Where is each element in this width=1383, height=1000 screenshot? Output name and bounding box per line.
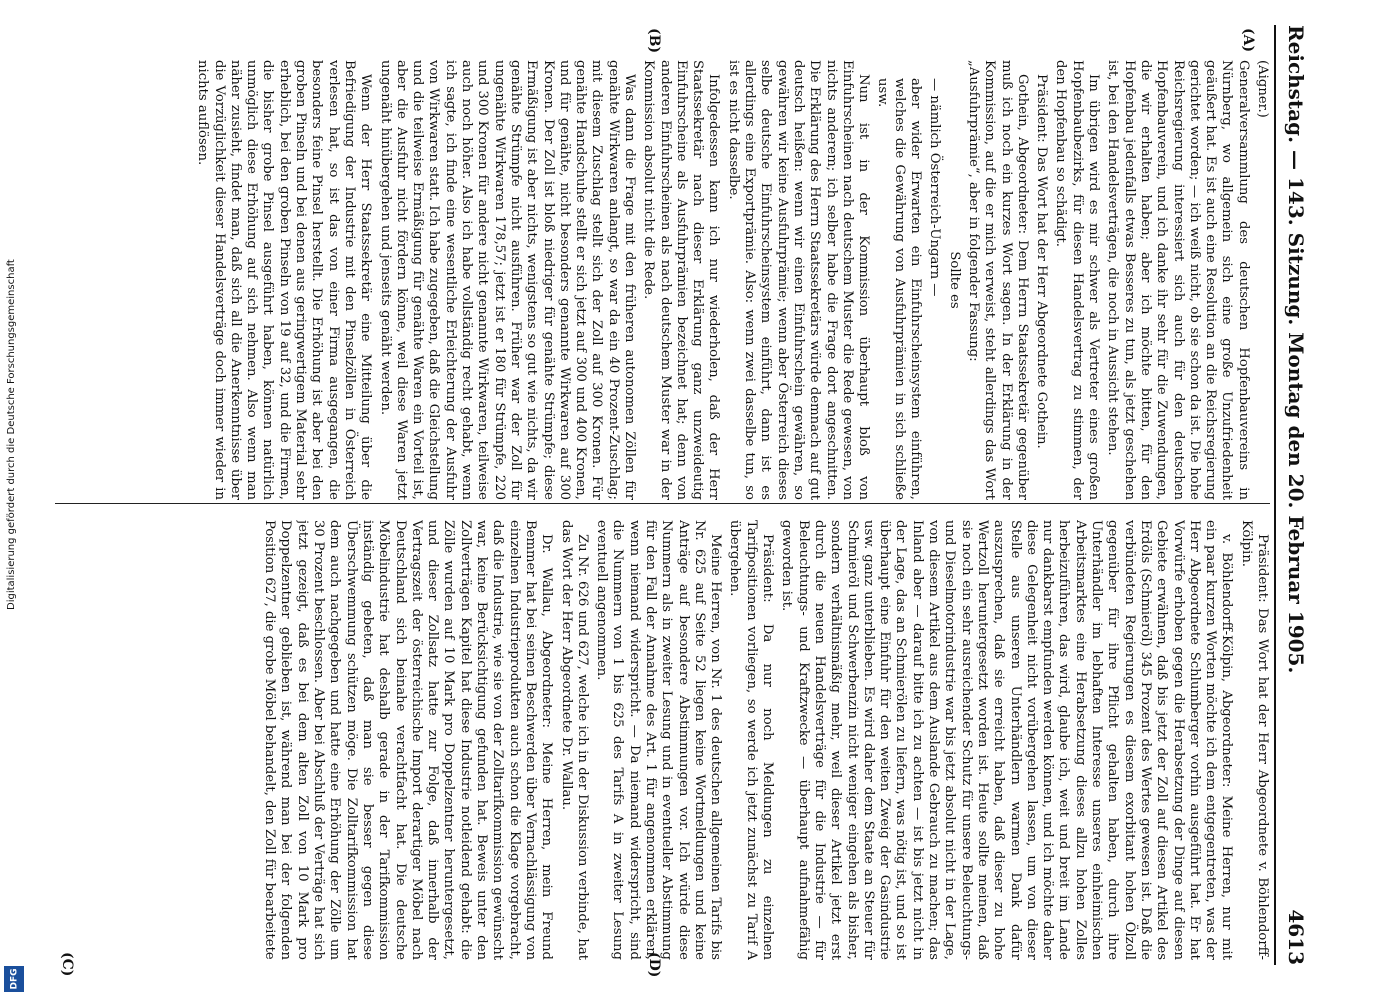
- dfg-logo: DFG: [4, 966, 24, 992]
- digitization-credit: Digitalisierung gefördert durch die Deutsche Forschungsgemeinschaft: [6, 259, 17, 610]
- paragraph: Präsident: Das Wort hat der Herr Abgeordnete Gothein.: [1034, 74, 1050, 449]
- paragraph: Gothein, Abgeordneter: Dem Herrn Staatssekretär gegenüber muß ich noch ein kurzes Wort sagen. In der Erklärung in der Kommission, auf die er mich verweist, steht allerdings das Wort „Ausfuhrprämie“, aber in folgender Fassung:: [965, 60, 1030, 500]
- paragraph: Nun ist in der Kommission überhaupt bloß von Einfuhrscheinen nach deutschem Muster die Rede gewesen, von nichts anderem; ich selber habe die Frage dort angeschnitten. Die Erklärung des Herrn Staatssekretärs würde demnach auf gut deutsch heißen: wenn wir einen Einfuhrschein gewähren, so gewähren wir keine Ausfuhrprämie; wenn aber Österreich dieses selbe deutsche Einfuhrscheinsystem einführt, dann ist es allerdings eine Exportprämie. Also: wenn zwei dasselbe tun, so ist es nicht dasselbe.: [725, 60, 872, 500]
- paragraph: Generalversammlung des deutschen Hopfenbauvereins in Nürnberg, wo allgemein sich eine große Unzufriedenheit geäußert hat. Es ist auch eine Resolution an die Reichsregierung gerichtet worden; — ich weiß nicht, ob sie schon da ist. Die hohe Reichsregierung interessiert sich auch für den deutschen Hopfenbauverein, und ich danke ihr sehr für die Zuwendungen, die wir erhalten haben; aber ich möchte bitten, für den Hopfenbau jedenfalls etwas Besseres zu tun, als jetzt geschehen ist, bei den Handelsverträgen, die noch in Aussicht stehen.: [1105, 60, 1251, 500]
- margin-marker-b: (B): [646, 28, 662, 54]
- paragraph: Wenn der Herr Staatssekretär eine Mitteilung über die Befriedigung der Industrie mit den Pinselzöllen in Österreich verlesen hat, so ist das von einer Firma ausgegangen, die besonders feine Pinsel herstellt. Die Erhöhung ist aber bei den groben Pinseln und bei denen aus geringwertigem Material sehr erheblich, bei den groben Pinseln von 19 auf 32, und die Firmen, die bisher grobe Pinsel ausgeführt haben, können natürlich unmöglich diese Erhöhung auf sich nehmen. Also wenn man näher zusieht, findet man, daß sich all die Anerkenntnisse über die Vorzüglichkeit dieser Handelsverträge doch immer wieder in nichts auflösen.: [195, 60, 374, 500]
- paragraph: Zu Nr. 626 und 627, welche ich in der Diskussion verbinde, hat das Wort der Herr Abgeordnete Dr. Wallau.: [558, 520, 590, 960]
- paragraph: Was dann die Frage mit den früheren autonomen Zöllen für genähte Wirkwaren anlangt, so war da ein 40 Prozent-Zuschlag; mit diesem Zuschlag stellt sich der Zoll auf 300 Kronen. Für genähte Handschuhe stellt er sich jetzt auf 300 und 400 Kronen, und für genähte, nicht besonders genannte Wirkwaren auf 300 Kronen. Der Zoll ist bloß niedriger für genähte Strümpfe; diese Ermäßigung ist aber nichts, wenigstens so gut wie nichts, da wir genähte Strümpfe nicht ausführen. Früher war der Zoll für ungenähte Wirkwaren 178,57; jetzt ist er 180 für Strümpfe, 220 und 300 Kronen für andere nicht genannte Wirkwaren, teilweise auch noch höher. Also ich habe vollständig recht gehabt, wenn ich sagte, ich finde eine wesentliche Erleichterung der Ausfuhr von Wirkwaren statt. Ich habe zugegeben, daß die Gleichstellung und die teilweise Ermäßigung für genähte Waren ein Vorteil ist, aber die Ausfuhr nicht fördern könne, weil diese Waren jetzt ungenäht hinübergehen und jenseits genäht werden.: [377, 60, 638, 500]
- paragraph: Im übrigen wird es mir schwer als Vertreter eines großen Hopfenbaubezirks, für diesen Handelsvertrag zu stimmen, der den Hopfenbau so schädigt.: [1053, 60, 1102, 500]
- paragraph: — nämlich Österreich-Ungarn —: [927, 78, 943, 297]
- paragraph: Präsident: Da nur noch Meldungen zu einzelnen Tarifpositionen vorliegen, so werde ich jetzt zunächst zu Tarif A übergehen.: [727, 520, 776, 960]
- paragraph: (Aigner.): [1255, 60, 1270, 118]
- digitization-sidebar: [0, 0, 28, 1000]
- margin-marker-a: (A): [1240, 28, 1256, 53]
- paragraph: aber wider Erwarten ein Einfuhrscheinsystem einführen, welches die Gewährung von Ausfuhrprämien in sich schließe usw.: [875, 78, 924, 500]
- paragraph: v. Böhlendorff-Kölpin, Abgeordneter: Meine Herren, nur mit ein paar kurzen Worten möchte ich dem entgegentreten, was der Herr Abgeordnete Schlumberger vorhin ausgeführt hat. Er hat Vorwürfe erhoben gegen die Herabsetzung der Dinge auf diesen Gebiete erwähnen, daß bis jetzt der Zoll auf diesen Artikel des Erdöls (Schmieröl) 345 Prozent des Wertes gewesen ist. Daß die verbündeten Regierungen es diesem exorbitant hohen Ölzoll gegenüber für ihre Pflicht gehalten haben, durch ihre Unterhändler im lebhaften Interesse unseres einheimischen Arbeitsmarktes eine Herabsetzung dieses allzu hohen Zolles herbeizuführen, das wird, glaube ich, weit und breit im Lande nur dankbarst empfunden werden können, und ich möchte daher diese Gelegenheit nicht vorübergehen lassen, um von dieser Stelle aus unseren Unterhändlern warmen Dank dafür auszusprechen, daß sie erreicht haben, daß dieser zu hohe Wertzoll heruntergesetzt worden ist. Heute sollte meinen, daß sie noch ein sehr ausreichender Schutz für unsere Beleuchtungs- und Dieselmotorindustrie war bis jetzt absolut nicht in der Lage, von diesem Artikel aus dem Auslande Gebrauch zu machen; das Inland aber — darauf bitte ich zu achten — ist bis jetzt nicht in der Lage, das an Schmierölen zu liefern, was nötig ist, und so ist überhaupt eine Einfuhr für den weiten Zweig der Gasindustrie usw. ganz unterblieben. Es wird daher dem Staate an Steuer für Schmieröl und Schwerbenzin nicht weniger eingehen als bisher, sondern verhältnismäßig mehr, weil dieser Artikel jetzt erst durch die neuen Handelsverträge für die Industrie — für Beleuchtungs- und Kraftzwecke — überhaupt aufnahmefähig geworden ist.: [779, 520, 1235, 960]
- right-column: [55, 520, 1270, 960]
- newspaper-page: [30, 0, 1330, 990]
- header-rule: [1274, 25, 1276, 965]
- paragraph: Präsident: Das Wort hat der Herr Abgeordnete v. Böhlendorff-Kölpin.: [1238, 520, 1270, 960]
- left-column: [55, 60, 1270, 500]
- margin-marker-d: (D): [646, 952, 662, 978]
- paragraph: Sollte es: [946, 251, 962, 309]
- paragraph: Infolgedessen kann ich nur wiederholen, daß der Herr Staatssekretär nach dieser Erklärung ganz unzweideutig Einfuhrscheine als Ausfuhrprämien bezeichnet hat; denn von anderen Einfuhrscheinen als nach deutschem Muster war in der Kommission absolut nicht die Rede.: [641, 60, 722, 500]
- header-title: Reichstag. — 143. Sitzung. Montag den 20. Februar 1905.: [1284, 25, 1308, 674]
- column-divider: [55, 503, 1270, 504]
- paragraph: Dr. Wallau, Abgeordneter: Meine Herren, mein Freund Bemmer hat bei seinen Beschwerden über Vernachlässigung von einzelnen Industrieprodukten auch schon die Klage vorgebracht, daß die Industrie, wie sie von der Zolltarifkommission gewünscht war, keine Berücksichtigung gefunden hat. Beweis unter den Zollverträgen Kapitel hat diese Industrie notleidend gehabt: die Zölle wurden auf 10 Mark pro Doppelzentner heruntergesetzt, und dieser Zollsatz hatte zur Folge, daß innerhalb der Vertragszeit der österreichische Import derartiger Möbel nach Deutschland sich beinahe verachtfacht hat. Die deutsche Möbelindustrie hat deshalb gerade in der Tarifkommission inständig gebeten, daß man sie besser gegen diese Überschwemmung schützen möge. Die Zolltarifkommission hat dem auch nachgegeben und hatte eine Erhöhung der Zölle um 30 Prozent beschlossen. Aber bei Abschluß der Verträge hat sich jetzt gezeigt, daß es bei dem alten Zoll von 10 Mark pro Doppelzentner geblieben ist, während man bei der folgenden Position 627, die grobe Möbel behandelt, den Zoll für bearbeitete: [262, 520, 555, 960]
- page-header: [1282, 25, 1310, 965]
- paragraph: Meine Herren, von Nr. 1 des deutschen allgemeinen Tarifs bis Nr. 625 auf Seite 52 liegen keine Wortmeldungen und keine Anträge auf besondere Abstimmungen vor. Ich würde diese Nummern als in zweiter Lesung und in eventueller Abstimmung für den Fall der Annahme des Art. 1 für angenommen erklären, wenn niemand widerspricht. — Da niemand widerspricht, sind die Nummern von 1 bis 625 des Tarifs A in zweiter Lesung eventuell angenommen.: [594, 520, 724, 960]
- margin-marker-c: (C): [59, 952, 75, 977]
- page-number: 4613: [1284, 909, 1308, 965]
